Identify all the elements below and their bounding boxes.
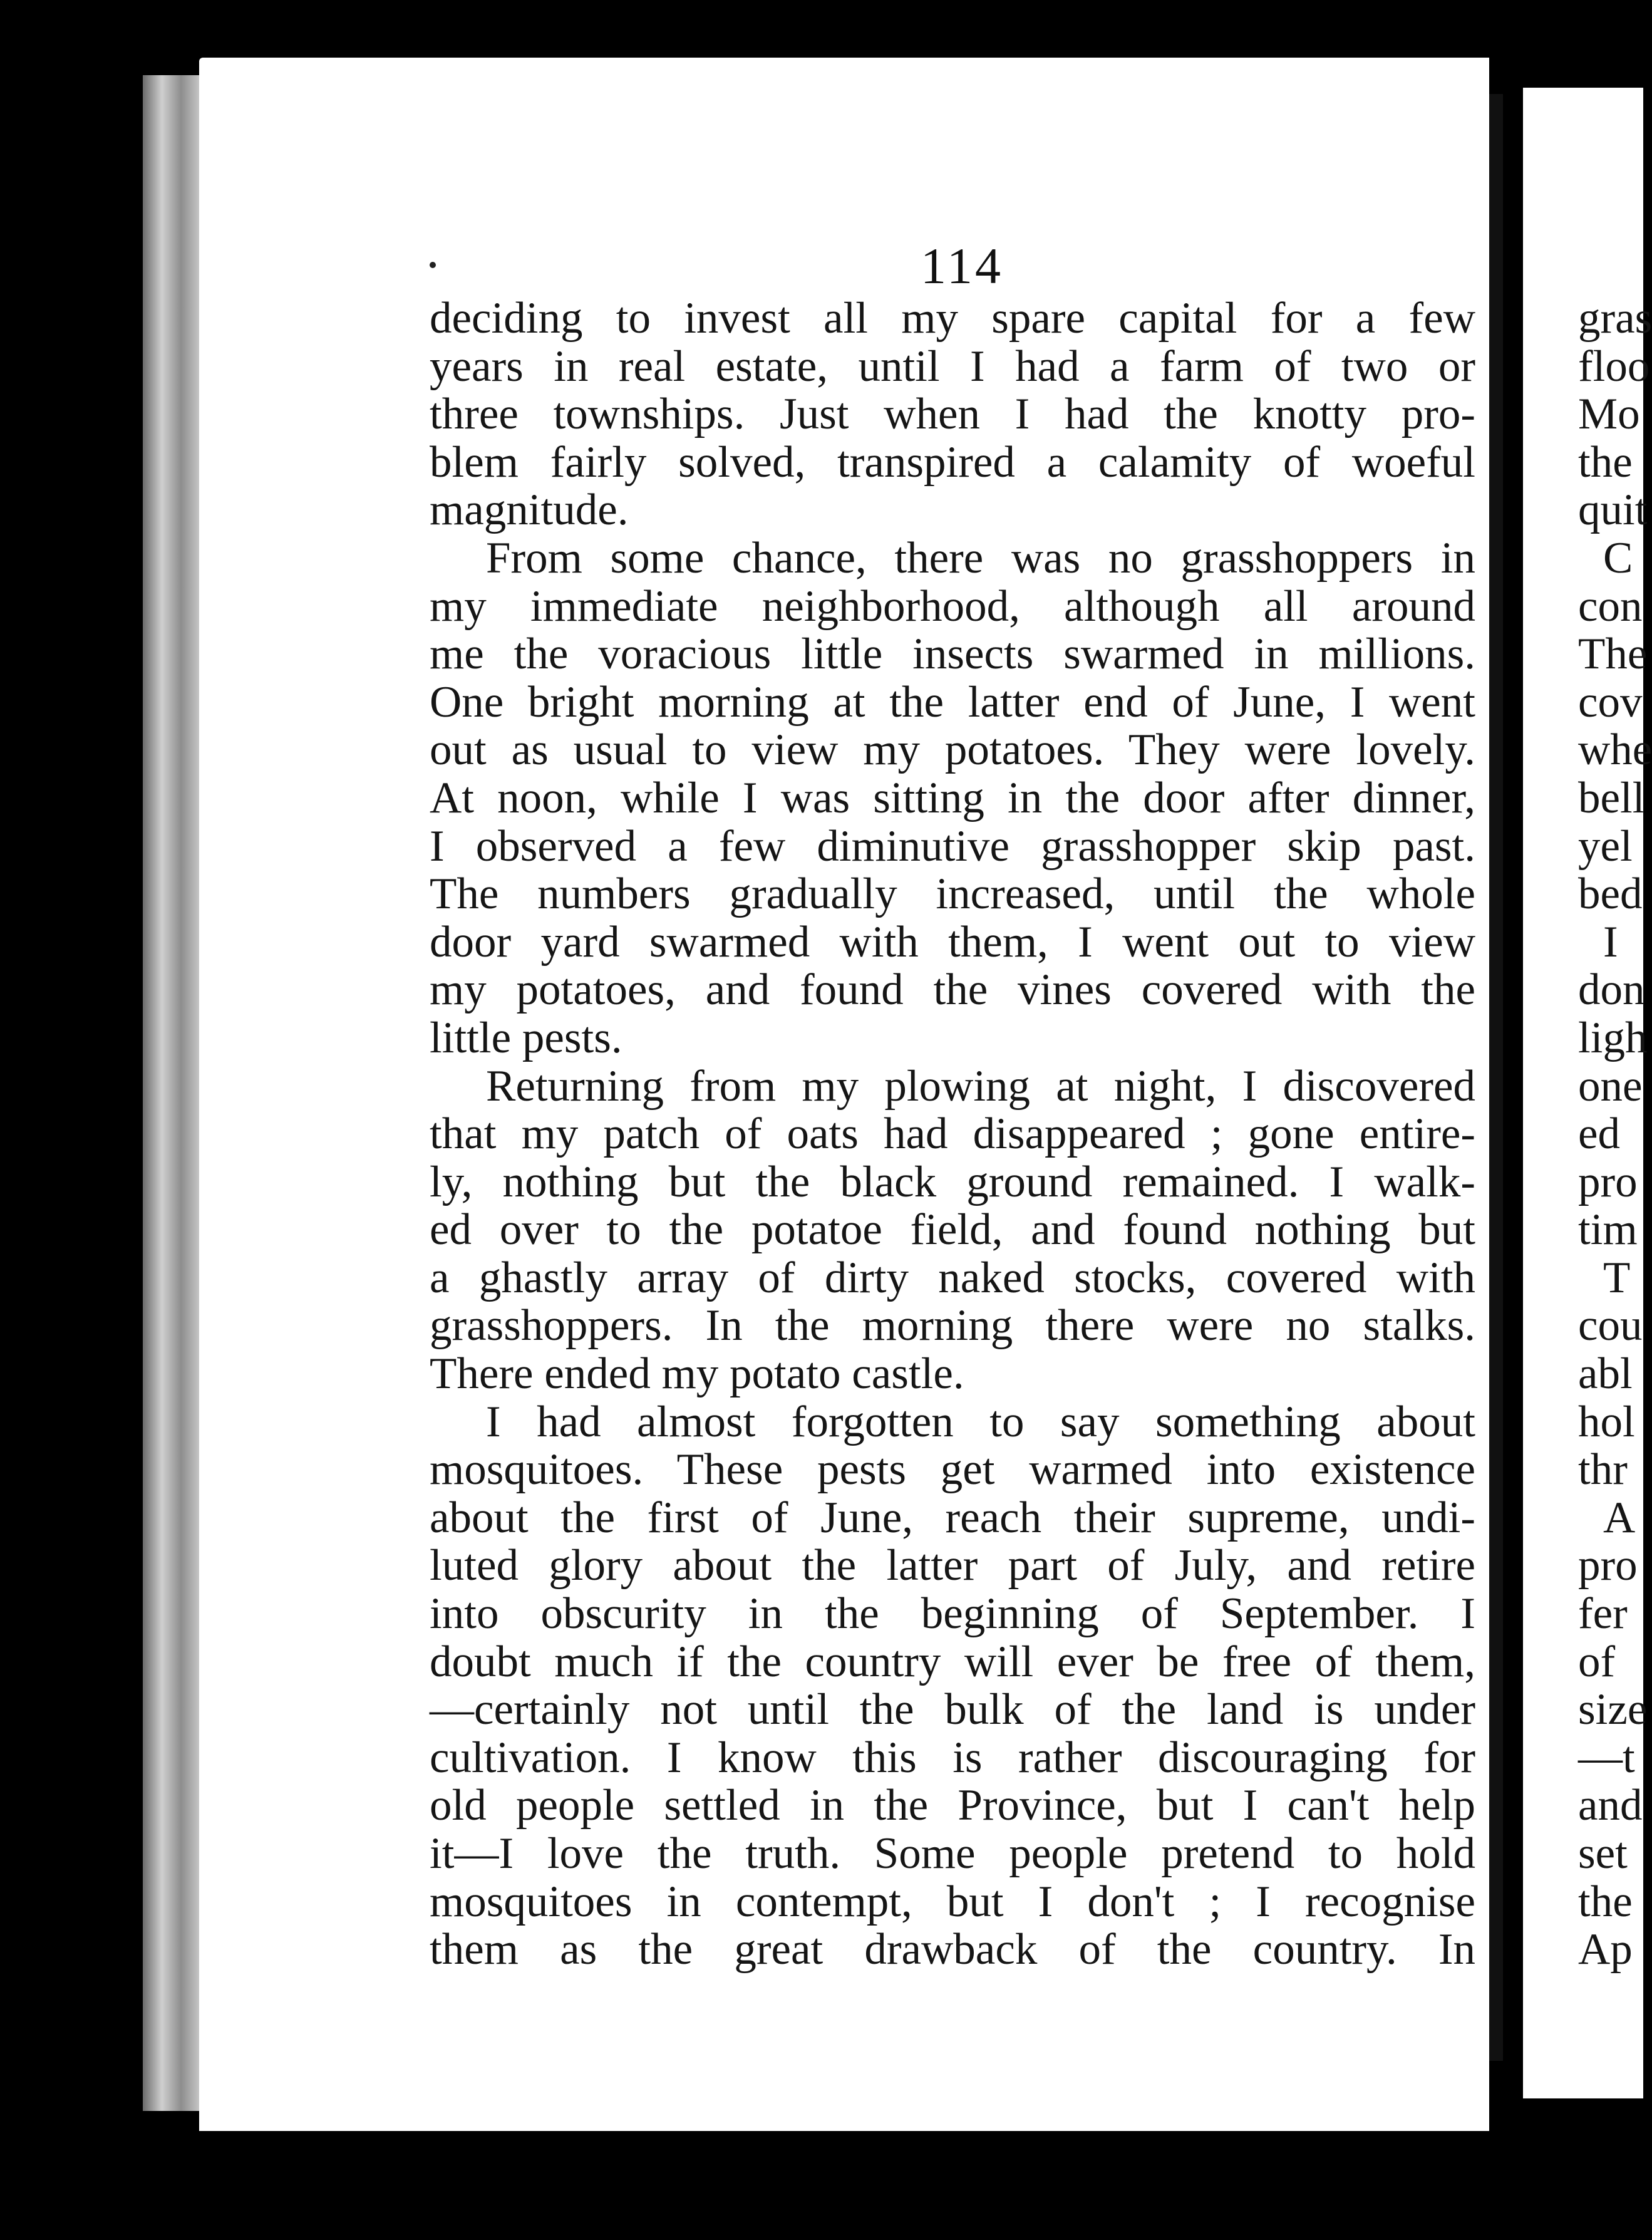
text-line: deciding to invest all my spare capital for a few <box>430 294 1475 343</box>
text-line: doubt much if the country will ever be free of them, <box>430 1637 1475 1686</box>
text-line: luted glory about the latter part of July, and retire <box>430 1541 1475 1590</box>
text-line-fragment: size <box>1578 1685 1648 1734</box>
page-number: 114 <box>921 237 1003 294</box>
text-line: magnitude. <box>430 485 629 535</box>
book-gutter <box>1489 94 1503 2061</box>
text-line-fragment: Mo <box>1578 390 1640 439</box>
text-line-fragment: T <box>1603 1253 1631 1302</box>
text-line: One bright morning at the latter end of June, I went <box>430 677 1475 727</box>
text-line-fragment: quit <box>1578 485 1648 535</box>
text-line-fragment: whe <box>1578 725 1652 775</box>
text-line-fragment: ligh <box>1578 1013 1648 1062</box>
text-line-fragment: con <box>1578 581 1643 631</box>
right-page-body-text-fragment <box>1578 294 1652 1974</box>
text-line: blem fairly solved, transpired a calamity of woeful <box>430 437 1475 487</box>
text-line-fragment: yel <box>1578 821 1633 871</box>
text-line: out as usual to view my potatoes. They were lovely. <box>430 725 1475 775</box>
text-line-fragment: thr <box>1578 1445 1628 1495</box>
text-line-fragment: gras <box>1578 294 1652 343</box>
text-line: about the first of June, reach their supreme, undi- <box>430 1493 1475 1542</box>
text-line: Returning from my plowing at night, I discovered <box>486 1061 1475 1111</box>
text-line: mosquitoes. These pests get warmed into existence <box>430 1445 1475 1495</box>
text-line-fragment: Ap <box>1578 1925 1633 1974</box>
text-line: grasshoppers. In the morning there were no stalks. <box>430 1301 1475 1351</box>
text-line-fragment: set <box>1578 1829 1628 1878</box>
text-line-fragment: floo <box>1578 341 1650 391</box>
text-line-fragment: bed <box>1578 869 1643 919</box>
left-page-body-text <box>430 294 1475 1974</box>
text-line-fragment: one <box>1578 1061 1643 1111</box>
text-line-fragment: cov <box>1578 677 1643 727</box>
text-line-fragment: fer <box>1578 1589 1628 1639</box>
text-line: years in real estate, until I had a farm of two or <box>430 341 1475 391</box>
text-line-fragment: I <box>1603 917 1618 967</box>
text-line: my immediate neighborhood, although all around <box>430 581 1475 631</box>
text-line: me the voracious little insects swarmed in millions. <box>430 630 1475 679</box>
text-line-fragment: the <box>1578 1877 1633 1926</box>
text-line: door yard swarmed with them, I went out to view <box>430 917 1475 967</box>
text-line-fragment: C <box>1603 533 1633 583</box>
text-line: The numbers gradually increased, until the whole <box>430 869 1475 919</box>
text-line: I had almost forgotten to say something about <box>486 1397 1475 1446</box>
text-line: it—I love the truth. Some people pretend to hold <box>430 1829 1475 1878</box>
text-line-fragment: abl <box>1578 1349 1633 1399</box>
printer-mark-dot <box>430 262 436 268</box>
text-line-fragment: pro <box>1578 1157 1638 1206</box>
text-line: cultivation. I know this is rather discouraging for <box>430 1733 1475 1782</box>
text-line-fragment: The <box>1578 630 1648 679</box>
text-line: old people settled in the Province, but I can't help <box>430 1781 1475 1830</box>
text-line-fragment: cou <box>1578 1301 1643 1351</box>
text-line: ed over to the potatoe field, and found nothing but <box>430 1205 1475 1255</box>
text-line-fragment: tim <box>1578 1205 1638 1255</box>
text-line: three townships. Just when I had the knotty pro- <box>430 390 1475 439</box>
text-line-fragment: ed <box>1578 1109 1621 1159</box>
text-line: that my patch of oats had disappeared ; gone entire- <box>430 1109 1475 1159</box>
text-line-fragment: and <box>1578 1781 1643 1830</box>
text-line: into obscurity in the beginning of September. I <box>430 1589 1475 1639</box>
text-line: a ghastly array of dirty naked stocks, covered with <box>430 1253 1475 1302</box>
text-line-fragment: —t <box>1578 1733 1635 1782</box>
text-line: —certainly not until the bulk of the land is under <box>430 1685 1475 1734</box>
text-line-fragment: pro <box>1578 1541 1638 1590</box>
text-line: From some chance, there was no grasshoppers in <box>486 533 1475 583</box>
text-line: little pests. <box>430 1013 622 1062</box>
text-line: ly, nothing but the black ground remained. I walk- <box>430 1157 1475 1206</box>
text-line: I observed a few diminutive grasshopper skip past. <box>430 821 1475 871</box>
text-line-fragment: the <box>1578 437 1633 487</box>
text-line-fragment: A <box>1603 1493 1636 1542</box>
text-line-fragment: of <box>1578 1637 1616 1686</box>
text-line: There ended my potato castle. <box>430 1349 964 1399</box>
text-line-fragment: hol <box>1578 1397 1635 1446</box>
text-line-fragment: don <box>1578 965 1645 1015</box>
text-line: them as the great drawback of the country. In <box>430 1925 1475 1974</box>
text-line: mosquitoes in contempt, but I don't ; I recognise <box>430 1877 1475 1926</box>
book-page-edge <box>143 75 207 2111</box>
text-line: my potatoes, and found the vines covered with the <box>430 965 1475 1015</box>
text-line-fragment: bell <box>1578 773 1645 822</box>
text-line: At noon, while I was sitting in the door after dinner, <box>430 773 1475 822</box>
